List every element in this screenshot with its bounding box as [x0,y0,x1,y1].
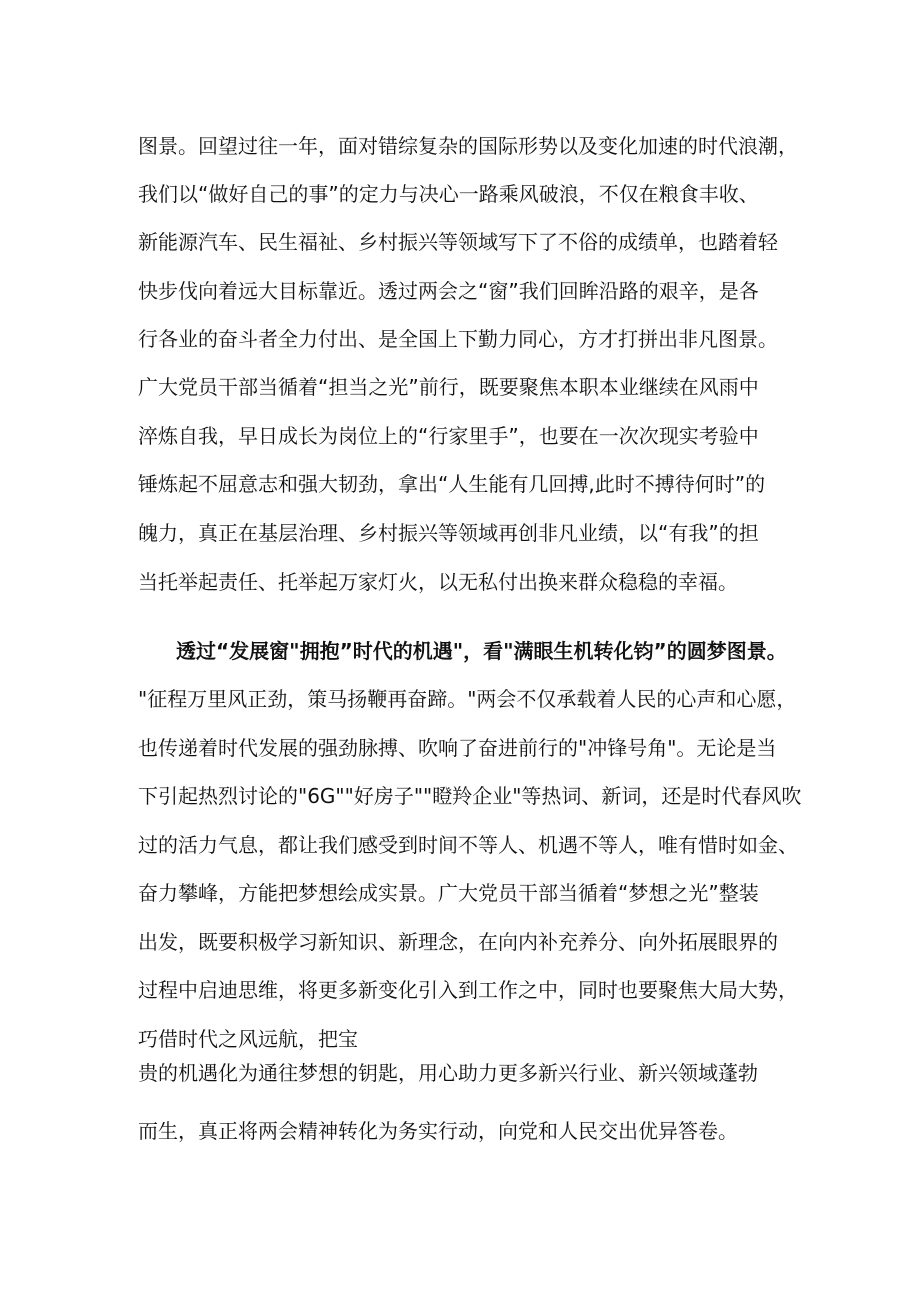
text-line: 奋力攀峰，方能把梦想绘成实景。广大党员干部当循着“梦想之光”整装 [138,881,759,905]
text-line: 行各业的奋斗者全力付出、是全国上下勤力同心，方才打拼出非凡图景。 [138,327,778,351]
text-line: "征程万里风正劲，策马扬鞭再奋蹄。"两会不仅承载着人民的心声和心愿， [138,687,797,711]
text-line: 过的活力气息，都让我们感受到时间不等人、机遇不等人，唯有惜时如金、 [138,833,798,857]
text-line: 下引起热烈讨论的"6G""好房子""瞪羚企业"等热词、新词，还是时代春风吹 [138,784,802,808]
text-line: 图景。回望过往一年，面对错综复杂的国际形势以及变化加速的时代浪潮， [138,134,798,158]
text-line: 广大党员干部当循着“担当之光”前行，既要聚焦本职本业继续在风雨中 [138,375,759,399]
text-line: 也传递着时代发展的强劲脉搏、吹响了奋进前行的"冲锋号角"。无论是当 [138,736,777,760]
section-heading: 透过“发展窗"拥抱”时代的机遇"，看"满眼生机转化钧”的圆梦图景。 [176,639,787,663]
text-line: 魄力，真正在基层治理、乡村振兴等领域再创非凡业绩，以“有我”的担 [138,521,759,545]
text-line: 过程中启迪思维，将更多新变化引入到工作之中，同时也要聚焦大局大势， [138,978,798,1002]
text-line: 巧借时代之风远航，把宝 [138,1027,358,1051]
text-line: 出发，既要积极学习新知识、新理念，在向内补充养分、向外拓展眼界的 [138,930,778,954]
text-line: 淬炼自我，早日成长为岗位上的“行家里手”，也要在一次次现实考验中 [138,424,759,448]
text-line: 而生，真正将两会精神转化为务实行动，向党和人民交出优异答卷。 [138,1119,738,1143]
text-line: 快步伐向着远大目标靠近。透过两会之“窗”我们回眸沿路的艰辛，是各 [138,279,759,303]
text-line: 新能源汽车、民生福祉、乡村振兴等领域写下了不俗的成绩单，也踏着轻 [138,230,778,254]
text-line: 锤炼起不屈意志和强大韧劲，拿出“人生能有几回搏,此时不搏待何时”的 [138,472,766,496]
text-line: 当托举起责任、托举起万家灯火，以无私付出换来群众稳稳的幸福。 [138,570,738,594]
text-line: 我们以“做好自己的事”的定力与决心一路乘风破浪，不仅在粮食丰收、 [138,182,759,206]
text-line: 贵的机遇化为通往梦想的钥匙，用心助力更多新兴行业、新兴领域蓬勃 [138,1061,758,1085]
